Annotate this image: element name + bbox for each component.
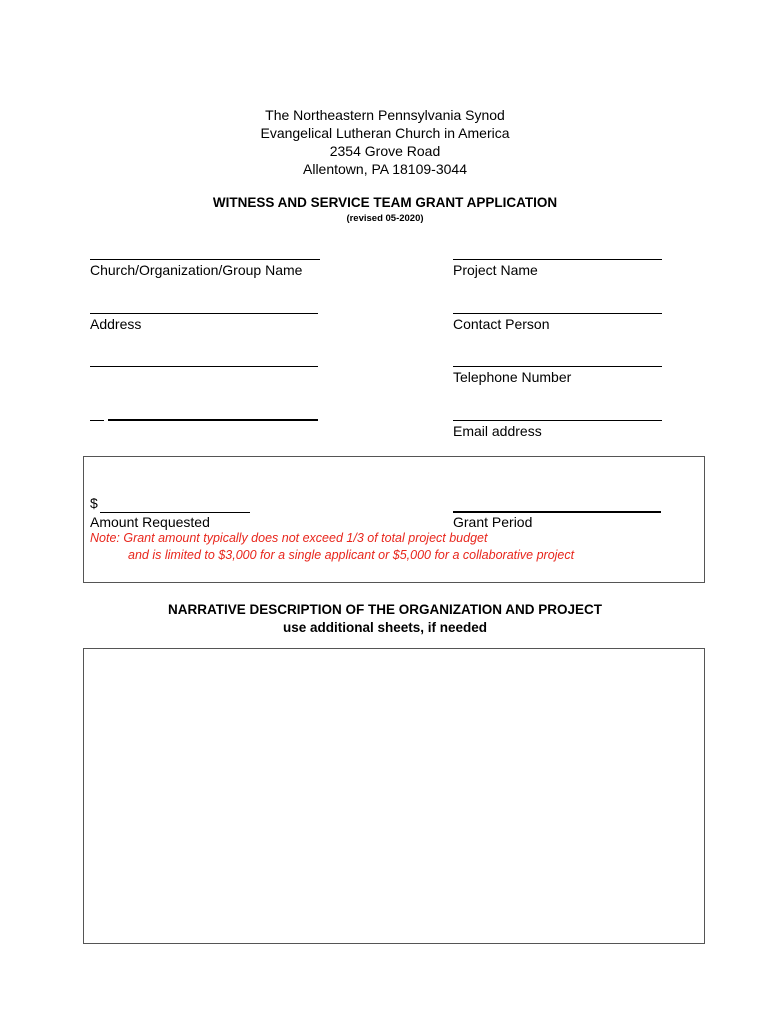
grant-note-line-2: and is limited to $3,000 for a single applicant or $5,000 for a collaborative project: [128, 548, 575, 562]
narrative-title: NARRATIVE DESCRIPTION OF THE ORGANIZATION AND PROJECT: [167, 602, 602, 617]
church-body: Evangelical Lutheran Church in America: [260, 125, 510, 141]
grant-note-line-1: Note: Grant amount typically does not exceed 1/3 of total project budget: [90, 531, 488, 545]
email-field[interactable]: [453, 420, 662, 421]
grant-period-field[interactable]: [453, 511, 661, 513]
telephone-label: Telephone Number: [453, 369, 572, 385]
address-field-1[interactable]: [90, 313, 318, 314]
amount-requested-label: Amount Requested: [90, 514, 210, 530]
telephone-field[interactable]: [453, 366, 662, 367]
amount-requested-field[interactable]: [100, 512, 250, 513]
street-address: 2354 Grove Road: [329, 143, 441, 159]
currency-symbol: $: [90, 495, 98, 511]
narrative-text-area[interactable]: [83, 648, 705, 944]
project-name-label: Project Name: [453, 262, 538, 278]
address-field-3[interactable]: [108, 419, 318, 421]
contact-person-label: Contact Person: [453, 316, 550, 332]
address-field-2[interactable]: [90, 366, 318, 367]
address-field-3-prefix: [90, 420, 104, 421]
grant-period-label: Grant Period: [453, 514, 533, 530]
church-name-label: Church/Organization/Group Name: [90, 262, 303, 278]
synod-name: The Northeastern Pennsylvania Synod: [265, 107, 505, 123]
narrative-subtitle: use additional sheets, if needed: [282, 620, 488, 635]
contact-person-field[interactable]: [453, 313, 662, 314]
project-name-field[interactable]: [453, 259, 662, 260]
address-label: Address: [90, 316, 142, 332]
revision-note: (revised 05-2020): [346, 213, 424, 224]
email-label: Email address: [453, 423, 542, 439]
city-state-zip: Allentown, PA 18109-3044: [303, 161, 467, 177]
page-title: WITNESS AND SERVICE TEAM GRANT APPLICATION: [212, 195, 558, 210]
church-name-field[interactable]: [90, 259, 320, 260]
